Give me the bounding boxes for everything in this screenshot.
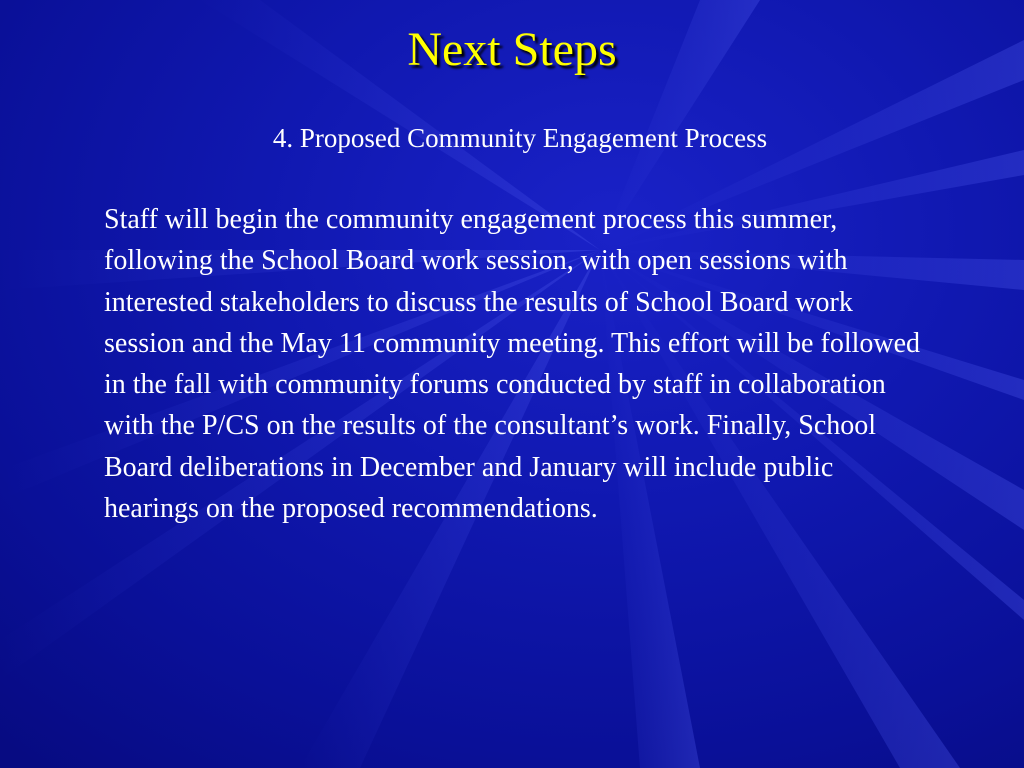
slide-title: Next Steps	[407, 23, 617, 76]
slide-subtitle: 4. Proposed Community Engagement Process	[272, 123, 768, 153]
slide-body-text: Staff will begin the community engagement process this summer, following the School Board work session, with open sessions with interested stakeholders to discuss the results of School Board work session and the May 11 community meeting. This effort will be followed in the fall with community forums conducted by staff in collaboration with the P/CS on the results of the consultant’s work. Finally, School Board deliberations in December and January will include public hearings on the proposed recommendations.	[104, 204, 921, 525]
